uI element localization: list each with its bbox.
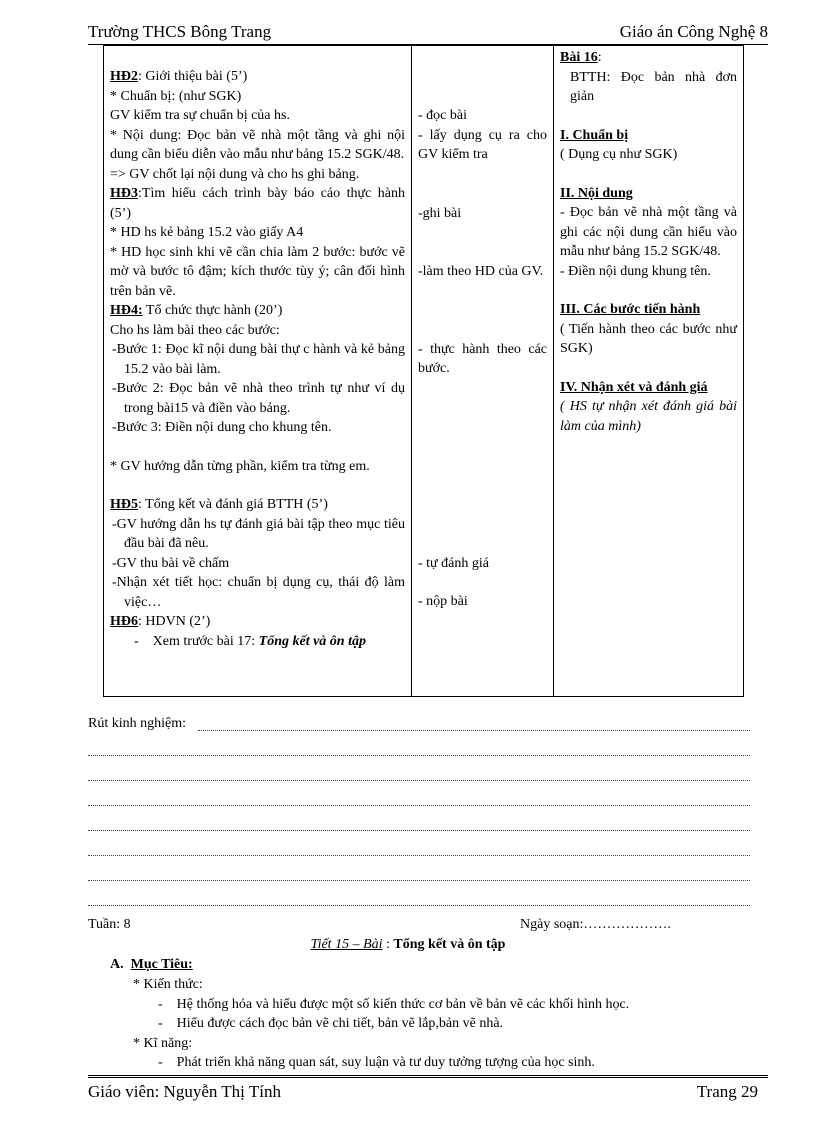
hd4-label: HĐ4:: [110, 303, 143, 318]
steps-intro: Cho hs làm bài theo các bước:: [110, 322, 280, 338]
knowledge-heading: * Kiến thức:: [133, 977, 203, 992]
skill-heading: * Kĩ năng:: [133, 1036, 193, 1051]
student-read: - đọc bài: [418, 108, 467, 123]
subject-name: Giáo án Công Nghệ 8: [619, 22, 768, 41]
homework-title: Tổng kết và ôn tập: [258, 633, 366, 649]
check-line: GV kiểm tra sự chuẩn bị của hs.: [110, 108, 290, 123]
dotted-line: [198, 730, 750, 731]
student-write: -ghi bài: [418, 205, 462, 221]
lesson-desc: BTTH: Đọc bản nhà đơn giản: [570, 69, 737, 104]
knowledge-item: - Hiểu được cách đọc bản vẽ chi tiết, bản vẽ lắp,bản vẽ nhà.: [158, 1016, 504, 1031]
content-cell: Bài 16: BTTH: Đọc bản nhà đơn giản I. Chuẩn bị ( Dụng cụ như SGK) II. Nội dung - Đọc bản vẽ nhà một tầng và ghi các nội dung cần hiểu vào mẫu như bảng 15.2 SGK/48. - Điền nội dung khung tên. III. Các bước tiến hành ( Tiến hành theo các bước như SGK) IV. Nhận xét và đánh giá ( HS tự nhận xét đánh giá bài làm của mình): [554, 46, 744, 697]
lesson-number: Bài 16: [560, 50, 598, 65]
hd6-label: HĐ6: [110, 614, 138, 629]
step-1: -Bước 1: Đọc kĩ nội dung bài thự c hành và kẻ bảng 15.2 vào bài làm.: [112, 342, 405, 377]
lesson-title: Tiết 15 – Bài : Tổng kết và ôn tập: [310, 937, 506, 952]
student-follow: -làm theo HD của GV.: [418, 264, 544, 279]
dotted-line: [88, 880, 750, 881]
footer-rule: [88, 1075, 768, 1076]
experience-label: Rút kinh nghiệm:: [88, 716, 186, 731]
student-self-eval: - tự đánh giá: [418, 555, 489, 571]
teacher-activity-cell: HĐ2: Giới thiệu bài (5’) * Chuẩn bị: (như SGK) GV kiểm tra sự chuẩn bị của hs. * Nội dung: Đọc bản vẽ nhà một tầng và ghi nội dung cần biểu diễn vào mẫu như bảng 15.2 SGK/48. => GV chốt lại nội dung và cho hs ghi bảng. HĐ3:Tìm hiểu cách trình bày báo cáo thực hành (5’) * HD hs kẻ bảng 15.2 vào giấy A4 * HD học sinh khi vẽ cần chia làm 2 bước: bước vẽ mờ và bước tô đậm; kích thước tùy ý; cân đối hình trên bản vẽ. HĐ4: Tổ chức thực hành (20’) Cho hs làm bài theo các bước: -Bước 1: Đọc kĩ nội dung bài thự c hành và kẻ bảng 15.2 vào bài làm. -Bước 2: Đọc bản vẽ nhà theo trình tự như ví dụ trong bài15 và điền vào bảng. -Bước 3: Điền nội dung cho khung tên. * GV hướng dẫn từng phần, kiểm tra từng em. HĐ5: Tổng kết và đánh giá BTTH (5’) -GV hướng dẫn hs tự đánh giá bài tập theo mục tiêu đầu bài đã nêu. -GV thu bài về chấm -Nhận xét tiết học: chuẩn bị dụng cụ, thái độ làm việc… HĐ6: HDVN (2’) - Xem trước bài 17: Tổng kết và ôn tập: [104, 46, 412, 697]
dotted-line: [88, 755, 750, 756]
prep-line: * Chuẩn bị: (như SGK): [110, 88, 242, 104]
skill-item: - Phát triển khả năng quan sát, suy luận và tư duy tưởng tượng của học sinh.: [158, 1055, 595, 1070]
teacher-name: Giáo viên: Nguyễn Thị Tính: [88, 1082, 281, 1101]
dotted-line: [88, 780, 750, 781]
dotted-line: [88, 805, 750, 806]
school-name: Trường THCS Bông Trang: [88, 22, 272, 41]
hd5-label: HĐ5: [110, 497, 138, 512]
collect-line: -GV thu bài về chấm: [112, 555, 230, 571]
section-1-title: I. Chuẩn bị: [560, 127, 629, 143]
dotted-line: [88, 855, 750, 856]
section-2-title: II. Nội dung: [560, 185, 633, 201]
student-activity-cell: [412, 46, 554, 697]
section-2-item: - Đọc bản vẽ nhà một tầng và ghi các nội dung cần hiểu vào mẫu như bảng 15.2 SGK/48.: [560, 205, 737, 259]
section-3-text: ( Tiến hành theo các bước như SGK): [560, 321, 737, 356]
hd-table-line: * HD hs kẻ bảng 15.2 vào giấy A4: [110, 225, 304, 240]
footer-rule: [88, 1077, 768, 1078]
page-header: [88, 22, 768, 44]
conclude-line: => GV chốt lại nội dung và cho hs ghi bảng.: [110, 166, 360, 182]
section-3-title: III. Các bước tiến hành: [560, 302, 701, 317]
section-1-text: ( Dụng cụ như SGK): [560, 147, 678, 162]
review-line: -Nhận xét tiết học: chuẩn bị dụng cụ, thái độ làm việc…: [112, 575, 405, 610]
step-3: -Bước 3: Điền nội dung cho khung tên.: [112, 420, 332, 435]
step-2: -Bước 2: Đọc bản vẽ nhà theo trình tự như ví dụ trong bài15 và điền vào bảng.: [112, 381, 405, 416]
student-tools: - lấy dụng cụ ra cho GV kiểm tra: [418, 127, 547, 162]
content-line: * Nội dung: Đọc bản vẽ nhà một tầng và ghi nội dung cần biểu diễn vào mẫu như bảng 15.2 SGK/48.: [110, 127, 405, 162]
week-label: Tuần: 8: [88, 917, 131, 932]
section-4-title: IV. Nhận xét và đánh giá: [560, 379, 708, 395]
hd3-label: HĐ3: [110, 186, 138, 201]
date-label: Ngày soạn:……………….: [520, 917, 671, 932]
student-submit: - nộp bài: [418, 594, 468, 609]
lesson-table: [103, 45, 744, 697]
self-eval-line: -GV hướng dẫn hs tự đánh giá bài tập theo mục tiêu đầu bài đã nêu.: [112, 516, 405, 551]
knowledge-item: - Hệ thống hóa và hiểu được một số kiến thức cơ bản về bản vẽ các khối hình học.: [158, 997, 630, 1012]
section-2-item: - Điền nội dung khung tên.: [560, 263, 711, 279]
section-4-text: ( HS tự nhận xét đánh giá bài làm của mình): [560, 399, 737, 434]
dotted-line: [88, 905, 750, 906]
homework-line: Xem trước bài 17:: [152, 633, 259, 649]
section-a: A. Mục Tiêu:: [110, 957, 193, 972]
hd-draw-line: * HD học sinh khi vẽ cần chia làm 2 bước: bước vẽ mờ và bước tô đậm; kích thước tùy ý; cân đối hình trên bản vẽ.: [110, 244, 405, 299]
page-number: Trang 29: [696, 1082, 758, 1101]
dotted-line: [88, 830, 750, 831]
student-practice: - thực hành theo các bước.: [418, 341, 547, 376]
hd2-label: HĐ2: [110, 69, 138, 84]
gv-guide-line: * GV hướng dẫn từng phần, kiểm tra từng em.: [110, 458, 370, 474]
